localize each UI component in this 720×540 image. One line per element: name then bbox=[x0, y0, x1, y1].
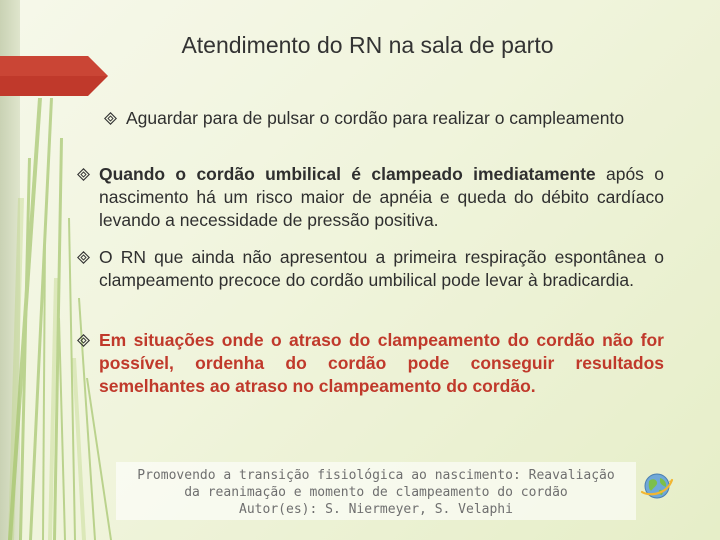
bullet-bold-text: Quando o cordão umbilical é clampeado imediatamente bbox=[99, 164, 596, 184]
bullet-highlight-text: Em situações onde o atraso do clampeamento do cordão não for possível, ordenha do cordão pode conseguir resultados semelhantes ao atraso no clampeamento do cordão. bbox=[99, 330, 664, 396]
bullet-item bbox=[99, 329, 664, 398]
slide-title: Atendimento do RN na sala de parto bbox=[181, 32, 554, 58]
bullet-text: após o nascimento há um risco maior de apnéia e queda do débito cardíaco levando a necessidade de pressão positiva. bbox=[99, 164, 664, 230]
bullet-item bbox=[99, 163, 664, 232]
citation-line: Promovendo a transição fisiológica ao nascimento: Reavaliação bbox=[137, 468, 615, 483]
citation-authors: Autor(es): S. Niermeyer, S. Velaphi bbox=[239, 502, 513, 517]
bullet-text: Aguardar para de pulsar o cordão para realizar o campleamento bbox=[126, 108, 625, 128]
bullet-item bbox=[99, 246, 664, 292]
bullet-text: O RN que ainda não apresentou a primeira respiração espontânea o clampeamento precoce do cordão umbilical pode levar à bradicardia. bbox=[99, 247, 664, 290]
diamond-outline-icon bbox=[104, 112, 117, 125]
bullet-item bbox=[126, 107, 664, 130]
globe-icon[interactable] bbox=[640, 470, 674, 502]
citation-box bbox=[116, 462, 636, 520]
title-accent-tab bbox=[0, 56, 108, 96]
citation-line: da reanimação e momento de clampeamento do cordão bbox=[184, 485, 568, 500]
diamond-outline-icon bbox=[77, 251, 90, 264]
diamond-outline-icon bbox=[77, 334, 90, 347]
diamond-outline-icon bbox=[77, 168, 90, 181]
